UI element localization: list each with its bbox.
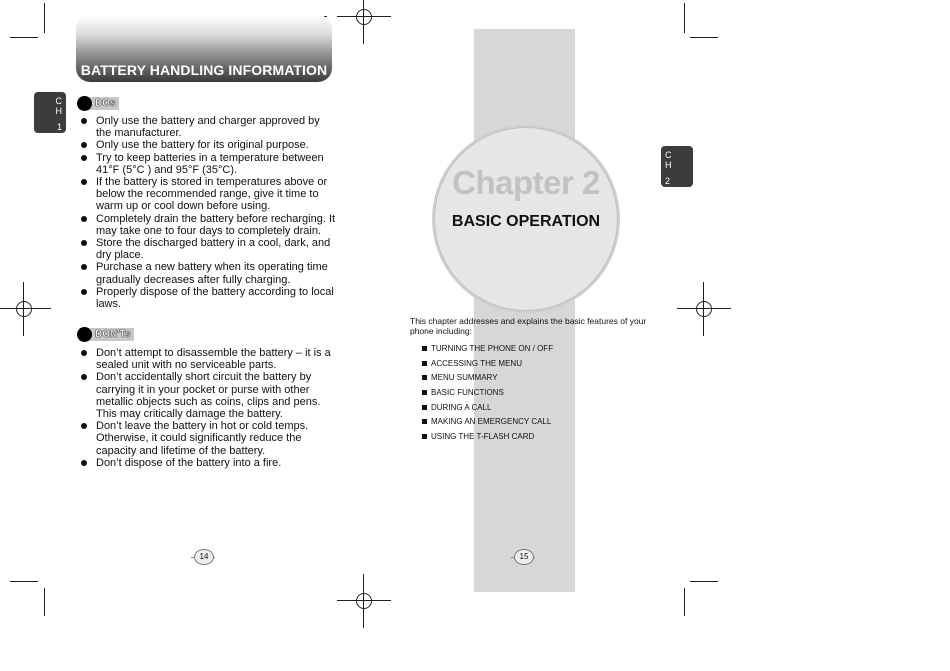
list-item: ACCESSING THE MENU bbox=[422, 359, 553, 374]
list-item: Don’t attempt to disassemble the battery – it is a sealed unit with no serviceable parts. bbox=[76, 347, 338, 371]
dos-list bbox=[76, 115, 338, 310]
chapter-topics-list bbox=[422, 344, 553, 447]
list-item: DURING A CALL bbox=[422, 403, 553, 418]
dos-heading bbox=[79, 97, 119, 110]
crop-mark bbox=[684, 3, 685, 33]
chapter-tab-letter: H bbox=[55, 106, 62, 116]
section-title: BATTERY HANDLING INFORMATION bbox=[80, 62, 328, 78]
chapter-tab bbox=[34, 92, 66, 133]
list-item: MAKING AN EMERGENCY CALL bbox=[422, 417, 553, 432]
list-item: Only use the battery and charger approved by the manufacturer. bbox=[76, 115, 338, 139]
chapter-tab-number: 1 bbox=[56, 122, 62, 132]
list-item: Purchase a new battery when its operating time gradually decreases after fully charging. bbox=[76, 261, 338, 285]
list-item: Completely drain the battery before recharging. It may take one to four days to completely drain. bbox=[76, 213, 338, 237]
chapter-tab bbox=[661, 146, 693, 187]
section-header-banner bbox=[76, 15, 332, 82]
list-item: Store the discharged battery in a cool, dark, and dry place. bbox=[76, 237, 338, 261]
list-item: MENU SUMMARY bbox=[422, 373, 553, 388]
crop-mark bbox=[690, 581, 718, 582]
page-number: 14 bbox=[194, 549, 214, 565]
donts-label: DON'Ts bbox=[95, 329, 131, 340]
donts-list bbox=[76, 347, 338, 469]
list-item: Only use the battery for its original purpose. bbox=[76, 139, 338, 151]
registration-mark-icon bbox=[677, 282, 731, 336]
donts-heading bbox=[79, 328, 134, 341]
chapter-tab-letter: C bbox=[55, 96, 62, 106]
chapter-tab-number: 2 bbox=[665, 176, 671, 186]
crop-mark bbox=[10, 37, 38, 38]
list-item: Don’t leave the battery in hot or cold temps. Otherwise, it could significantly reduce the capacity and lifetime of the battery. bbox=[76, 420, 338, 457]
list-item: Don’t dispose of the battery into a fire. bbox=[76, 457, 338, 469]
chapter-title: BASIC OPERATION bbox=[451, 213, 601, 230]
registration-mark-icon bbox=[337, 0, 391, 44]
list-item: If the battery is stored in temperatures above or below the recommended range, give it time to warm up or cool down before using. bbox=[76, 176, 338, 213]
list-item: Try to keep batteries in a temperature between 41°F (5°C ) and 95°F (35°C). bbox=[76, 152, 338, 176]
chapter-tab-letter: H bbox=[665, 160, 672, 170]
crop-mark bbox=[44, 588, 45, 616]
bullet-dot-icon bbox=[77, 327, 92, 342]
dos-label: DOs bbox=[95, 98, 116, 109]
crop-mark bbox=[684, 588, 685, 616]
registration-mark-icon bbox=[337, 574, 391, 628]
chapter-number-title: Chapter 2 bbox=[452, 164, 600, 201]
registration-mark-icon bbox=[0, 282, 51, 336]
crop-mark bbox=[690, 37, 718, 38]
chapter-intro: This chapter addresses and explains the basic features of your phone including: bbox=[410, 316, 647, 336]
page-number: 15 bbox=[514, 549, 534, 565]
crop-mark bbox=[10, 581, 38, 582]
list-item: BASIC FUNCTIONS bbox=[422, 388, 553, 403]
crop-mark bbox=[44, 3, 45, 33]
bullet-dot-icon bbox=[77, 96, 92, 111]
list-item: TURNING THE PHONE ON / OFF bbox=[422, 344, 553, 359]
list-item: Don’t accidentally short circuit the battery by carrying it in your pocket or purse with other metallic objects such as coins, clips and pens. This may critically damage the battery. bbox=[76, 371, 338, 420]
list-item: USING THE T-FLASH CARD bbox=[422, 432, 553, 447]
chapter-tab-letter: C bbox=[665, 150, 672, 160]
list-item: Properly dispose of the battery according to local laws. bbox=[76, 286, 338, 310]
